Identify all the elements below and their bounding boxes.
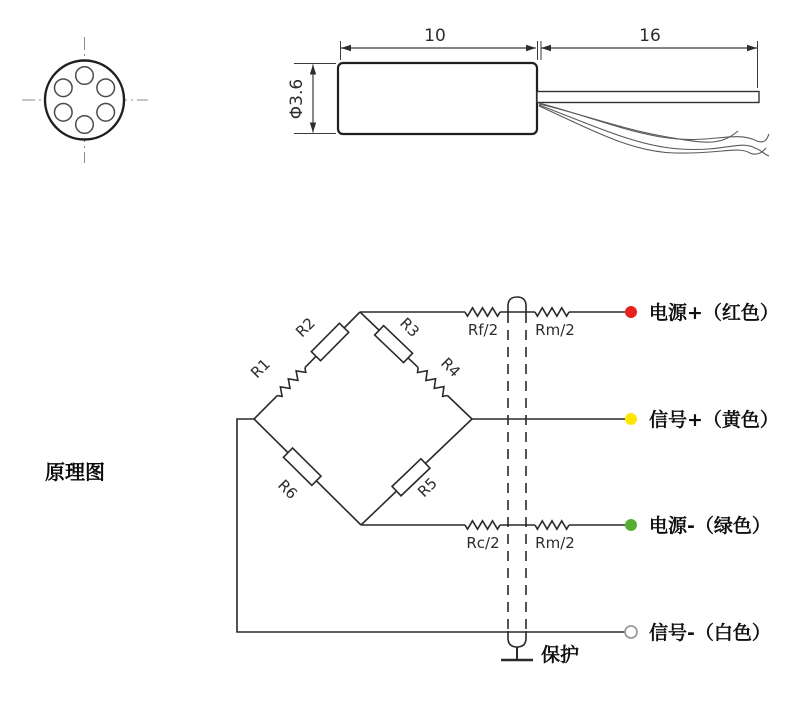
shield-bottom-cap xyxy=(508,631,526,647)
resistor-label-R4: R4 xyxy=(437,354,464,381)
resistor-label-R2: R2 xyxy=(292,314,319,341)
resistor-label-Rc2: Rc/2 xyxy=(466,534,500,552)
terminal-label-power-plus: 电源+（红色） xyxy=(649,302,779,324)
resistor-label-R3: R3 xyxy=(396,314,423,341)
terminal-label-signal-plus: 信号+（黄色） xyxy=(649,409,779,431)
dim-cable-label: 16 xyxy=(639,26,661,46)
bridge-arm xyxy=(254,396,277,419)
arrowhead-icon xyxy=(526,45,536,51)
loose-wires xyxy=(539,103,769,156)
terminal-power-plus xyxy=(625,301,779,324)
bridge-arm xyxy=(447,396,472,420)
arrowhead-icon xyxy=(747,45,757,51)
resistor-label-R5: R5 xyxy=(414,474,441,501)
terminal-signal-plus xyxy=(625,408,779,431)
arrowhead-icon xyxy=(341,45,351,51)
resistor-Rm2-bottom-zigzag xyxy=(535,521,569,529)
resistor-R1-zigzag xyxy=(277,368,306,397)
terminal-dot-yellow xyxy=(625,413,637,425)
terminal-signal-minus xyxy=(625,621,771,644)
front-view xyxy=(22,37,148,163)
schematic xyxy=(45,297,779,666)
dim-length-label: 10 xyxy=(424,26,446,46)
resistor-label-R1: R1 xyxy=(247,355,274,382)
resistor-label-Rf2: Rf/2 xyxy=(467,321,499,339)
schematic-title: 原理图 xyxy=(45,460,105,484)
terminal-label-power-minus: 电源-（绿色） xyxy=(649,515,771,537)
resistor-Rf2-zigzag xyxy=(465,308,500,316)
resistor-R2-box xyxy=(311,323,348,361)
arrowhead-icon xyxy=(310,65,316,75)
resistor-label-Rm2-bottom: Rm/2 xyxy=(535,534,575,552)
side-view xyxy=(287,26,769,156)
resistor-label-Rm2-top: Rm/2 xyxy=(535,321,575,339)
sensor-body-outline xyxy=(338,63,537,134)
arrowhead-icon xyxy=(541,45,551,51)
outer-circle xyxy=(45,61,124,140)
terminal-dot-green xyxy=(625,519,637,531)
terminal-dot-red xyxy=(625,306,637,318)
terminal-label-signal-minus: 信号-（白色） xyxy=(649,622,771,644)
terminal-power-minus xyxy=(625,514,771,537)
arrowhead-icon xyxy=(310,123,316,133)
wire-strand xyxy=(539,104,738,142)
resistor-label-R6: R6 xyxy=(274,476,301,503)
shield-label: 保护 xyxy=(541,644,580,666)
dim-diameter-label: Φ3.6 xyxy=(287,78,307,120)
resistor-Rm2-top-zigzag xyxy=(535,308,569,316)
shield-top-cap xyxy=(508,297,526,313)
cable-outline xyxy=(537,92,759,103)
resistor-Rc2-zigzag xyxy=(465,521,500,529)
terminal-dot-white xyxy=(625,626,637,638)
cable-shield xyxy=(501,297,579,666)
